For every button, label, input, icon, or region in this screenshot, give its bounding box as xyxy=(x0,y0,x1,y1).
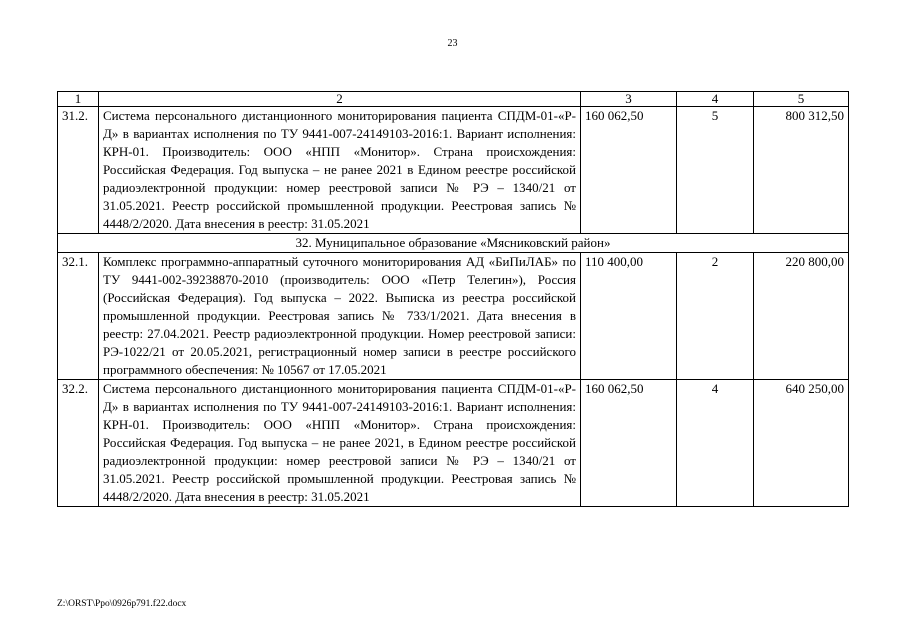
item-quantity: 4 xyxy=(677,380,754,507)
section-row xyxy=(58,234,849,253)
item-quantity: 5 xyxy=(677,107,754,234)
column-header-5: 5 xyxy=(754,92,849,107)
item-quantity: 2 xyxy=(677,253,754,380)
item-description: Система персонального дистанционного мониторирования пациента СПДМ-01-«Р-Д» в вариантах исполнения по ТУ 9441-007-24149103-2016:1. Вариант исполнения: КРН-01. Производитель: ООО «НПП «Монитор». Страна происхождения: Российская Федерация. Год выпуска – не ранее 2021 в Едином реестре российской радиоэлектронной продукции: номер реестровой записи № РЭ – 1340/21 от 31.05.2021. Реестр российской промышленной продукции. Реестровая запись № 4448/2/2020. Дата внесения в реестр: 31.05.2021 xyxy=(99,107,581,234)
item-total: 800 312,50 xyxy=(754,107,849,234)
table-row xyxy=(58,107,849,234)
section-heading: 32. Муниципальное образование «Мясниковский район» xyxy=(58,234,849,253)
item-number: 32.1. xyxy=(58,253,99,380)
item-unit-price: 160 062,50 xyxy=(581,380,677,507)
item-number: 32.2. xyxy=(58,380,99,507)
item-total: 640 250,00 xyxy=(754,380,849,507)
column-header-1: 1 xyxy=(58,92,99,107)
item-number: 31.2. xyxy=(58,107,99,234)
item-description: Система персонального дистанционного мониторирования пациента СПДМ-01-«Р-Д» в вариантах исполнения по ТУ 9441-007-24149103-2016:1. Вариант исполнения: КРН-01. Производитель: ООО «НПП «Монитор». Страна происхождения: Российская Федерация. Год выпуска – не ранее 2021, в Едином реестре российской радиоэлектронной продукции: номер реестровой записи № РЭ – 1340/21 от 31.05.2021. Реестр российской промышленной продукции. Реестровая запись № 4448/2/2020. Дата внесения в реестр: 31.05.2021 xyxy=(99,380,581,507)
column-header-3: 3 xyxy=(581,92,677,107)
item-unit-price: 160 062,50 xyxy=(581,107,677,234)
column-header-2: 2 xyxy=(99,92,581,107)
procurement-table xyxy=(57,91,849,507)
table-row xyxy=(58,380,849,507)
document-file-path: Z:\ORST\Ppo\0926p791.f22.docx xyxy=(57,599,187,609)
page-number: 23 xyxy=(447,38,458,49)
item-unit-price: 110 400,00 xyxy=(581,253,677,380)
table-row xyxy=(58,253,849,380)
item-total: 220 800,00 xyxy=(754,253,849,380)
item-description: Комплекс программно-аппаратный суточного мониторирования АД «БиПиЛАБ» по ТУ 9441-002-39238870-2010 (производитель: ООО «Петр Телегин»), Россия (Российская Федерация). Год выпуска – 2022. Выписка из реестра российской промышленной продукции. Реестровая запись № 733/1/2021. Дата внесения в реестр: 27.04.2021. Реестр радиоэлектронной продукции. Номер реестровой записи: РЭ-1022/21 от 20.05.2021, регистрационный номер записи в реестре российского программного обеспечения: № 10567 от 17.05.2021 xyxy=(99,253,581,380)
column-number-row xyxy=(58,92,849,107)
column-header-4: 4 xyxy=(677,92,754,107)
